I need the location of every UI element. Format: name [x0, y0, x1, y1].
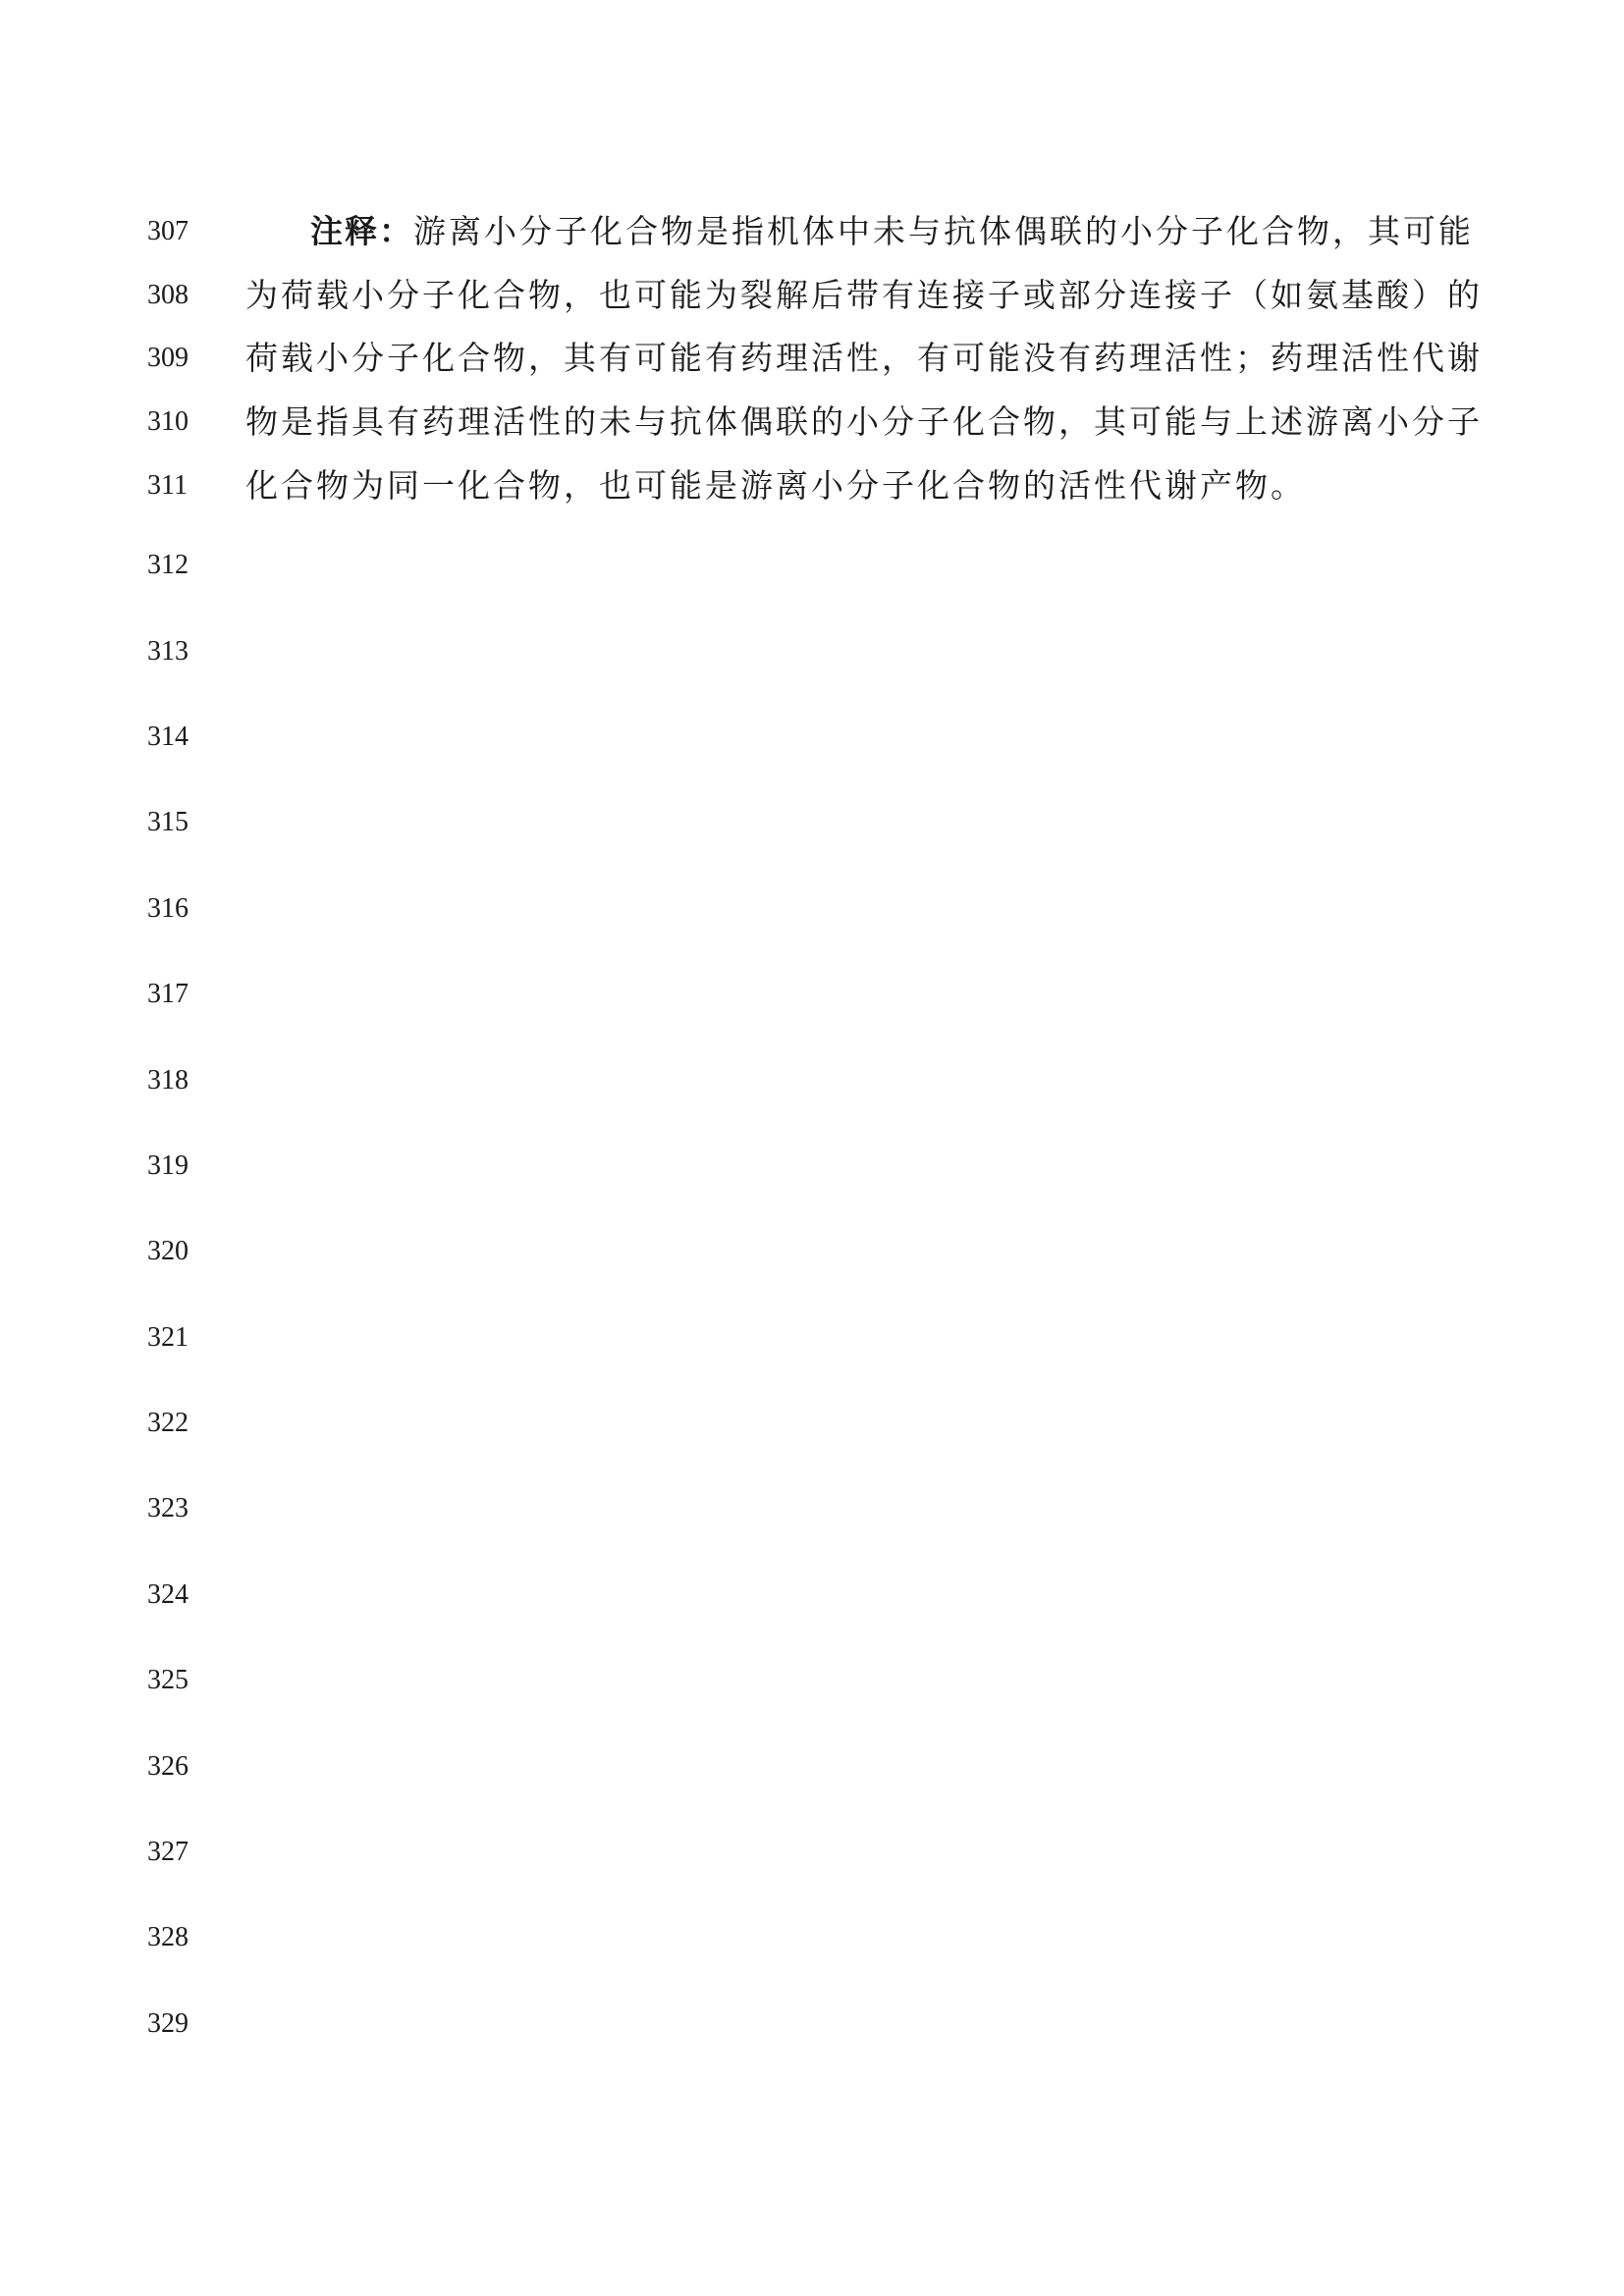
line-number: 310: [147, 406, 189, 437]
line-number: 326: [147, 1751, 189, 1782]
line-number: 314: [147, 721, 189, 752]
line-number: 309: [147, 343, 189, 373]
line-number: 320: [147, 1236, 189, 1266]
note-line-text: 游离小分子化合物是指机体中未与抗体偶联的小分子化合物，其可能: [413, 212, 1474, 250]
line-number: 318: [147, 1065, 189, 1095]
line-number: 321: [147, 1322, 189, 1353]
line-number: 313: [147, 636, 189, 667]
line-number: 328: [147, 1922, 189, 1952]
line-number: 324: [147, 1579, 189, 1610]
line-number: 307: [147, 216, 189, 246]
note-label: 注释：: [310, 212, 413, 250]
line-number: 316: [147, 893, 189, 924]
note-line: 荷载小分子化合物，其有可能有药理活性，有可能没有药理活性；药理活性代谢: [245, 339, 1483, 377]
line-number: 319: [147, 1150, 189, 1181]
line-number: 327: [147, 1837, 189, 1867]
line-number: 317: [147, 979, 189, 1009]
note-line: 物是指具有药理活性的未与抗体偶联的小分子化合物，其可能与上述游离小分子: [245, 402, 1483, 441]
note-line: 为荷载小分子化合物，也可能为裂解后带有连接子或部分连接子（如氨基酸）的: [245, 276, 1483, 314]
line-number: 312: [147, 550, 189, 580]
line-number: 323: [147, 1493, 189, 1523]
line-number: 322: [147, 1408, 189, 1438]
note-line: 化合物为同一化合物，也可能是游离小分子化合物的活性代谢产物。: [245, 466, 1306, 505]
line-number: 315: [147, 807, 189, 837]
line-number: 325: [147, 1665, 189, 1695]
line-number: 311: [147, 470, 188, 501]
note-line: [310, 212, 1474, 251]
line-number: 329: [147, 2008, 189, 2039]
line-number: 308: [147, 280, 189, 310]
